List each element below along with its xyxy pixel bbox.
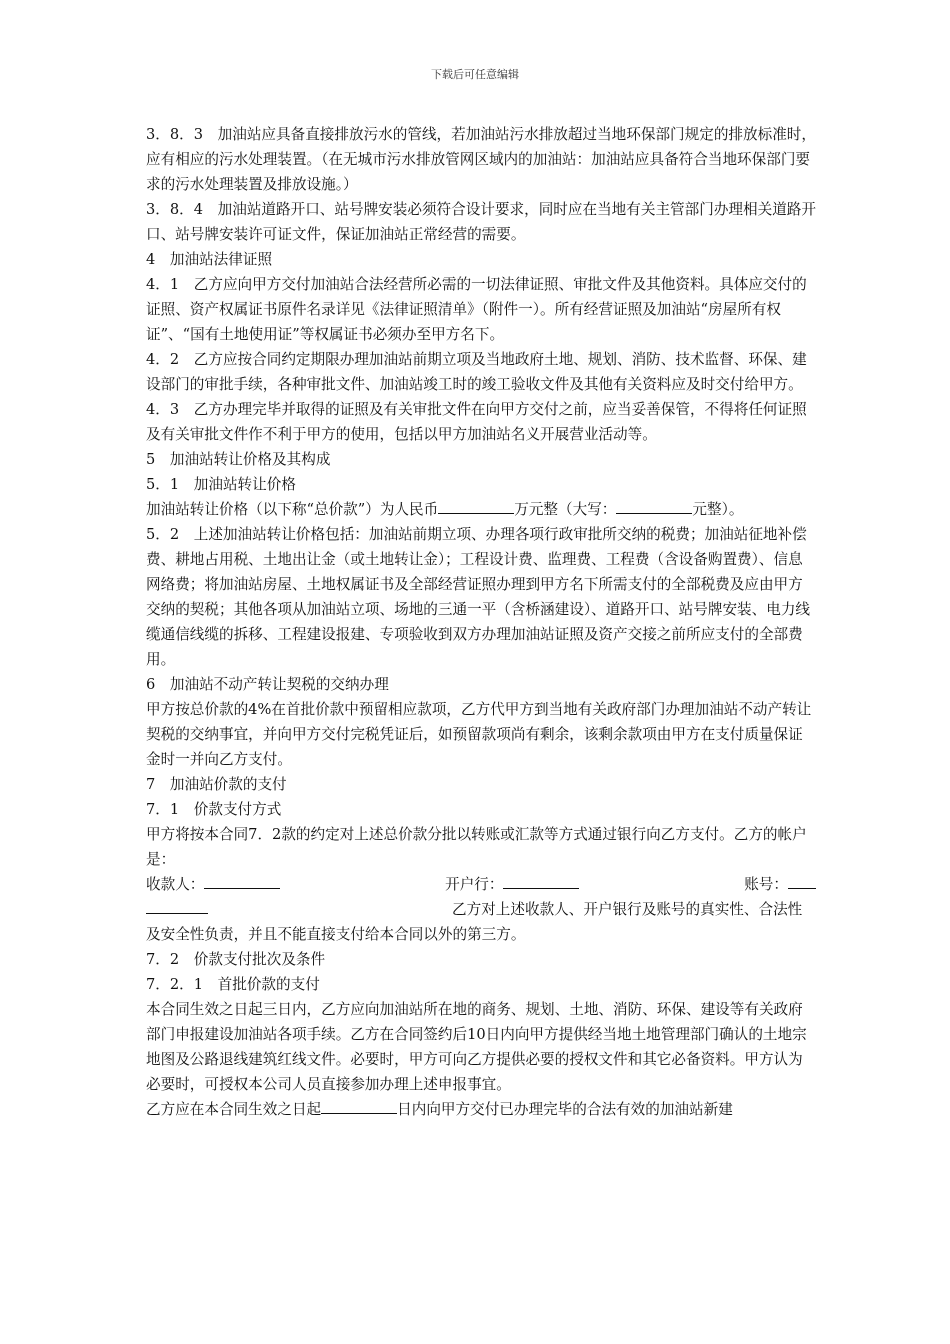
price-text-a: 加油站转让价格（以下称“总价款”）为人民币 [146, 501, 439, 518]
clause-4-2: 4．2 乙方应按合同约定期限办理加油站前期立项及当地政府土地、规划、消防、技术监督、环保、建设部门的审批手续，各种审批文件、加油站竣工时的竣工验收文件及其他有关资料应及时交付给甲方。 [146, 351, 807, 393]
price-text-c: 元整）。 [692, 501, 744, 518]
clause-7-1-body: 甲方将按本合同7．2款的约定对上述总价款分批以转账或汇款等方式通过银行向乙方支付。乙方的帐户是： [146, 826, 807, 868]
clause-3-8-3: 3．8．3 加油站应具备直接排放污水的管线，若加油站污水排放超过当地环保部门规定的排放标准时，应有相应的污水处理装置。（在无城市污水排放管网区域内的加油站：加油站应具备符合当地环保部门要求的污水处理装置及排放设施。） [146, 126, 816, 193]
payee-label: 收款人： [146, 876, 205, 893]
section-4-heading: 4 加油站法律证照 [146, 251, 273, 268]
delivery-text-b: 日内向甲方交付已办理完毕的合法有效的加油站新建 [397, 1101, 733, 1118]
document-body [146, 122, 816, 1122]
account-responsibility-text: 乙方对上述收款人、开户银行及账号的真实性、合法性及安全性负责，并且不能直接支付给本合同以外的第三方。 [146, 901, 803, 943]
clause-3-8-4: 3．8．4 加油站道路开口、站号牌安装必须符合设计要求，同时应在当地有关主管部门办理相关道路开口、站号牌安装许可证文件，保证加油站正常经营的需要。 [146, 201, 816, 243]
delivery-text-a: 乙方应在本合同生效之日起 [146, 1101, 322, 1118]
clause-7-2-1-heading: 7．2．1 首批价款的支付 [146, 976, 320, 993]
clause-7-2-1-body: 本合同生效之日起三日内，乙方应向加油站所在地的商务、规划、土地、消防、环保、建设等有关政府部门申报建设加油站各项手续。乙方在合同签约后10日内向甲方提供经当地土地管理部门确认的土地宗地图及公路退线建筑红线文件。必要时，甲方可向乙方提供必要的授权文件和其它必备资料。甲方认为必要时，可授权本公司人员直接参加办理上述申报事宜。 [146, 1001, 807, 1093]
clause-5-1-price [146, 497, 816, 522]
account-no-blank[interactable] [788, 872, 816, 889]
account-line [146, 872, 816, 897]
section-5-heading: 5 加油站转让价格及其构成 [146, 451, 331, 468]
clause-4-3: 4．3 乙方办理完毕并取得的证照及有关审批文件在向甲方交付之前，应当妥善保管，不得将任何证照及有关审批文件作不利于甲方的使用，包括以甲方加油站名义开展营业活动等。 [146, 401, 807, 443]
clause-7-2-heading: 7．2 价款支付批次及条件 [146, 951, 326, 968]
clause-7-1-heading: 7．1 价款支付方式 [146, 801, 282, 818]
price-words-blank[interactable] [616, 497, 692, 514]
account-no-field [744, 872, 816, 897]
bank-label: 开户行： [445, 876, 504, 893]
clause-5-2: 5．2 上述加油站转让价格包括：加油站前期立项、办理各项行政审批所交纳的税费；加油站征地补偿费、耕地占用税、土地出让金（或土地转让金）；工程设计费、监理费、工程费（含设备购置费）、信息网络费；将加油站房屋、土地权属证书及全部经营证照办理到甲方名下所需支付的全部税费及应由甲方交纳的契税；其他各项从加油站立项、场地的三通一平（含桥涵建设）、道路开口、站号牌安装、电力线缆通信线缆的拆移、工程建设报建、专项验收到双方办理加油站证照及资产交接之前所应支付的全部费用。 [146, 526, 811, 668]
account-no-label: 账号： [744, 876, 788, 893]
delivery-days-blank[interactable] [321, 1097, 397, 1114]
section-7-heading: 7 加油站价款的支付 [146, 776, 287, 793]
price-text-b: 万元整（大写： [514, 501, 617, 518]
page-header: 下载后可任意编辑 [431, 68, 519, 81]
payee-blank[interactable] [204, 872, 280, 889]
price-amount-blank[interactable] [438, 497, 514, 514]
account-responsibility [146, 897, 816, 947]
section-6-body: 甲方按总价款的4%在首批价款中预留相应款项，乙方代甲方到当地有关政府部门办理加油站不动产转让契税的交纳事宜，并向甲方交付完税凭证后，如预留款项尚有剩余，该剩余款项由甲方在支付质量保证金时一并向乙方支付。 [146, 701, 812, 768]
clause-5-1-heading: 5．1 加油站转让价格 [146, 476, 296, 493]
clause-7-2-1-delivery [146, 1097, 816, 1122]
bank-field [445, 872, 579, 897]
clause-4-1: 4．1 乙方应向甲方交付加油站合法经营所必需的一切法律证照、审批文件及其他资料。具体应交付的证照、资产权属证书原件名录详见《法律证照清单》（附件一）。所有经营证照及加油站“房屋所有权证”、“国有土地使用证”等权属证书必须办至甲方名下。 [146, 276, 807, 343]
payee-field [146, 872, 280, 897]
section-6-heading: 6 加油站不动产转让契税的交纳办理 [146, 676, 389, 693]
bank-blank[interactable] [503, 872, 579, 889]
account-no-blank-cont[interactable] [146, 897, 208, 914]
